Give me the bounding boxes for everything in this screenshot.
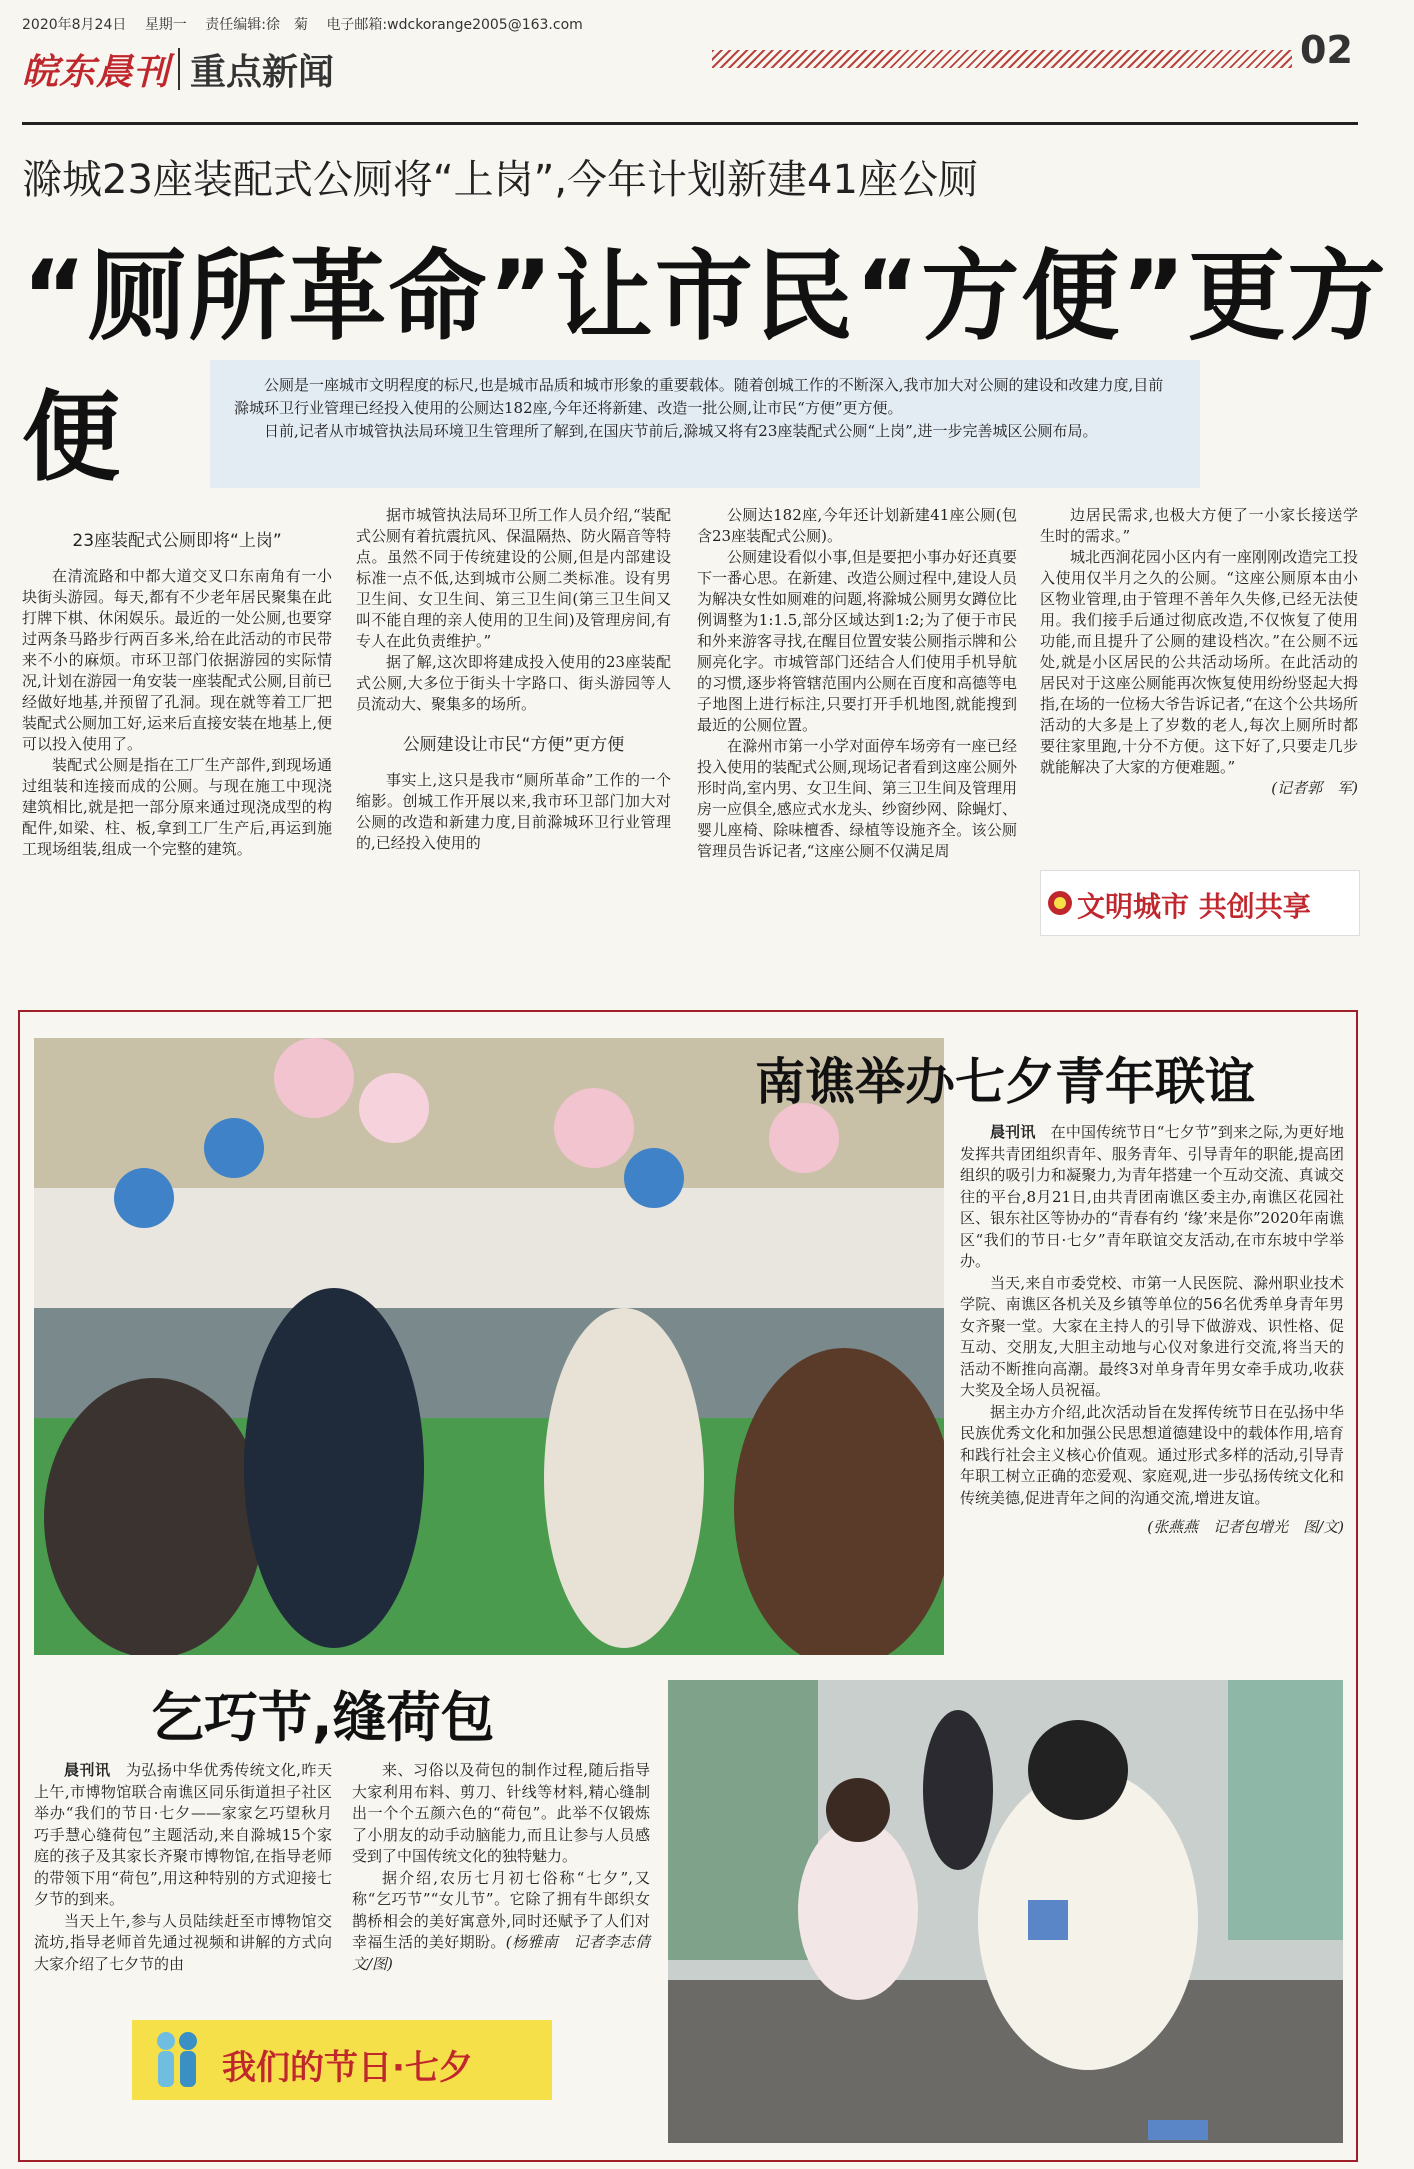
body-paragraph: 装配式公厕是指在工厂生产部件,到现场通过组装和连接而成的公厕。与现在施工中现浇建筑相比,就是把一部分原来通过现浇成型的构配件,如梁、柱、板,拿到工厂生产后,再运到施工现场组装,组成一个完整的建筑。	[22, 756, 332, 858]
article1-column-2	[356, 505, 671, 854]
section-title: 重点新闻	[190, 52, 335, 93]
lead-paragraph: 日前,记者从市城管执法局环境卫生管理所了解到,在国庆节前后,滁城又将有23座装配式公厕“上岗”,进一步完善城区公厕布局。	[264, 422, 1098, 440]
badge-text: 文明城市 共创共享	[1077, 890, 1311, 923]
paragraph-text: 据介绍,农历七月初七俗称“七夕”,又称“乞巧节”“女儿节”。它除了拥有牛郎织女鹊桥相会的美好寓意外,同时还赋予了人们对幸福生活的美好期盼。	[352, 1868, 650, 1951]
badge-emblem-icon	[1045, 883, 1075, 923]
paragraph-text: 在中国传统节日“七夕节”到来之际,为更好地发挥共青团组织青年、服务青年、引导青年的职能,提高团组织的吸引力和凝聚力,为青年搭建一个互动交流、真诚交往的平台,8月21日,由共青团南谯区委主办,南谯区花园社区、银东社区等协办的“青春有约 ‘缘’来是你”2020年南谯区“我们的节日·七夕”青年联谊交友活动,在市东坡中学举办。	[960, 1123, 1344, 1270]
body-paragraph: 在滁州市第一小学对面停车场旁有一座已经投入使用的装配式公厕,现场记者看到这座公厕外形时尚,室内男、女卫生间、第三卫生间及管理用房一应俱全,感应式水龙头、纱窗纱网、除蝇灯、婴儿座椅、除味檀香、绿植等设施齐全。该公厕管理员告诉记者,“这座公厕不仅满足周	[697, 737, 1017, 860]
article3-column-1	[34, 1760, 348, 1975]
body-paragraph: 当天上午,参与人员陆续赶至市博物馆交流坊,指导老师首先通过视频和讲解的方式向大家介绍了七夕节的由	[34, 1911, 332, 1973]
body-paragraph: 据了解,这次即将建成投入使用的23座装配式公厕,大多位于街头十字路口、街头游园等人员流动大、聚集多的场所。	[356, 653, 671, 713]
body-paragraph: 城北西涧花园小区内有一座刚刚改造完工投入使用仅半月之久的公厕。“这座公厕原本由小区物业管理,由于管理不善年久失修,已经无法使用。我们接手后通过彻底改造,不仅恢复了使用功能,而且提升了公厕的建设档次。”在公厕不远处,就是小区居民的公共活动场所。在此活动的居民对于这座公厕能再次恢复使用纷纷竖起大拇指,在场的一位杨大爷告诉记者,“在这个公共场所活动的大多是上了岁数的老人,每次上厕所时都要往家里跑,十分不方便。这下好了,只要走几步就能解决了大家的方便难题。”	[1040, 548, 1358, 776]
article3-byline: (杨雅南 记者李志倩 文/图)	[352, 1933, 666, 1973]
party-photo-image	[34, 1038, 944, 1655]
body-paragraph: 据主办方介绍,此次活动旨在发挥传统节日在弘扬中华民族优秀文化和加强公民思想道德建设中的载体作用,培育和践行社会主义核心价值观。通过形式多样的活动,引导青年职工树立正确的恋爱观、家庭观,进一步弘扬传统文化和传统美德,促进青年之间的沟通交流,增进友谊。	[960, 1402, 1344, 1507]
body-paragraph: 公厕建设看似小事,但是要把小事办好还真要下一番心思。在新建、改造公厕过程中,建设人员为解决女性如厕难的问题,将滁城公厕男女蹲位比例调整为1:1.5,部分区域达到1:2;为了便于市民和外来游客寻找,在醒目位置安装公厕指示牌和公厕亮化字。市城管部门还结合人们使用手机导航的习惯,逐步将管辖范围内公厕在百度和高德等电子地图上进行标注,只要打开手机地图,就能搜到最近的公厕位置。	[697, 548, 1017, 734]
paragraph-text: 为弘扬中华优秀传统文化,昨天上午,市博物馆联合南谯区同乐街道担子社区举办“我们的节日·七夕——家家乞巧望秋月 巧手慧心缝荷包”主题活动,来自滁城15个家庭的孩子及其家长齐聚市博物馆,在指导老师的带领下用“荷包”,用这种特别的方式迎接七夕节的到来。	[34, 1761, 348, 1908]
couple-silhouette-icon	[142, 2025, 212, 2095]
article3-headline: 乞巧节,缝荷包	[150, 1686, 495, 1749]
article1-lead	[210, 360, 1200, 488]
body-paragraph: 在清流路和中都大道交叉口东南角有一小块街头游园。每天,都有不少老年居民聚集在此打牌下棋、休闲娱乐。最近的一处公厕,也要穿过两条马路步行两百多米,给在此活动的市民带来不小的麻烦。市环卫部门依据游园的实际情况,计划在游园一角安装一座装配式公厕,目前已经做好地基,并预留了孔洞。现在就等着工厂把装配式公厕加工好,运来后直接安装在地基上,便可以投入使用了。	[22, 567, 332, 753]
body-paragraph	[352, 1868, 666, 1976]
article2-headline: 南谯举办七夕青年联谊	[755, 1053, 1255, 1111]
header-rule	[22, 122, 1358, 125]
article1-column-4	[1040, 505, 1358, 799]
body-paragraph	[960, 1122, 1344, 1273]
page-number: 02	[1300, 28, 1353, 72]
col1-heading: 23座装配式公厕即将“上岗”	[72, 531, 282, 551]
body-paragraph	[34, 1760, 348, 1911]
article1-subhead: 滁城23座装配式公厕将“上岗”,今年计划新建41座公厕	[22, 157, 978, 203]
col2-heading: 公厕建设让市民“方便”更方便	[402, 735, 625, 755]
hatch-decoration	[712, 50, 1292, 68]
sewing-photo	[668, 1680, 1343, 2143]
body-paragraph: 事实上,这只是我市“厕所革命”工作的一个缩影。创城工作开展以来,我市环卫部门加大对公厕的改造和新建力度,目前滁城环卫行业管理的,已经投入使用的	[356, 771, 671, 852]
article1-headline: “厕所革命”让市民“方便”更方便	[22, 240, 1388, 495]
article3-kicker: 晨刊讯	[64, 1761, 111, 1779]
article2-kicker: 晨刊讯	[990, 1123, 1036, 1141]
article2-body	[960, 1122, 1344, 1539]
editor-credit: 责任编辑:徐 菊	[205, 17, 308, 33]
issue-weekday: 星期一	[144, 17, 187, 33]
editor-email: 电子邮箱:wdckorange2005@163.com	[326, 17, 583, 33]
party-photo	[34, 1038, 944, 1655]
festival-badge-text: 我们的节日·七夕	[222, 2048, 473, 2088]
body-paragraph: 公厕达182座,今年还计划新建41座公厕(包含23座装配式公厕)。	[697, 506, 1017, 545]
body-paragraph: 据市城管执法局环卫所工作人员介绍,“装配式公厕有着抗震抗风、保温隔热、防火隔音等特点。虽然不同于传统建设的公厕,但是内部建设标准一点不低,达到城市公厕二类标准。设有男卫生间、女卫生间、第三卫生间(第三卫生间又叫不能自理的亲人使用的卫生间)及管理房间,有专人在此负责维护。”	[356, 506, 672, 650]
paper-logo: 皖东晨刊	[22, 51, 171, 93]
header-meta	[22, 14, 597, 34]
lead-paragraph: 公厕是一座城市文明程度的标尺,也是城市品质和城市形象的重要载体。随着创城工作的不断深入,我市加大对公厕的建设和改建力度,目前滁城环卫行业管理已经投入使用的公厕达182座,今年还将新建、改造一批公厕,让市民“方便”更方便。	[234, 376, 1164, 417]
festival-badge	[132, 2020, 552, 2100]
article1-column-3	[697, 505, 1017, 862]
body-paragraph: 来、习俗以及荷包的制作过程,随后指导大家利用布料、剪刀、针线等材料,精心缝制出一个个五颜六色的“荷包”。此举不仅锻炼了小朋友的动手动脑能力,而且让参与人员感受到了中国传统文化的独特魅力。	[352, 1761, 650, 1865]
body-paragraph: 当天,来自市委党校、市第一人民医院、滁州职业技术学院、南谯区各机关及乡镇等单位的56名优秀单身青年男女齐聚一堂。大家在主持人的引导下做游戏、识性格、促互动、交朋友,大胆主动地与心仪对象进行交流,将当天的活动不断推向高潮。最终3对单身青年男女牵手成功,收获大奖及全场人员祝福。	[960, 1273, 1344, 1399]
masthead-divider	[178, 48, 180, 90]
sewing-photo-image	[668, 1680, 1343, 2143]
issue-date: 2020年8月24日	[22, 17, 127, 33]
civilized-city-badge	[1040, 870, 1360, 936]
article1-column-1	[22, 525, 332, 860]
article2-byline: (张燕燕 记者包增光 图/文)	[1147, 1518, 1344, 1536]
article1-byline: (记者郭 军)	[1271, 779, 1358, 797]
body-paragraph: 边居民需求,也极大方便了一小家长接送学生时的需求。”	[1040, 506, 1358, 545]
article3-column-2	[352, 1760, 666, 1975]
